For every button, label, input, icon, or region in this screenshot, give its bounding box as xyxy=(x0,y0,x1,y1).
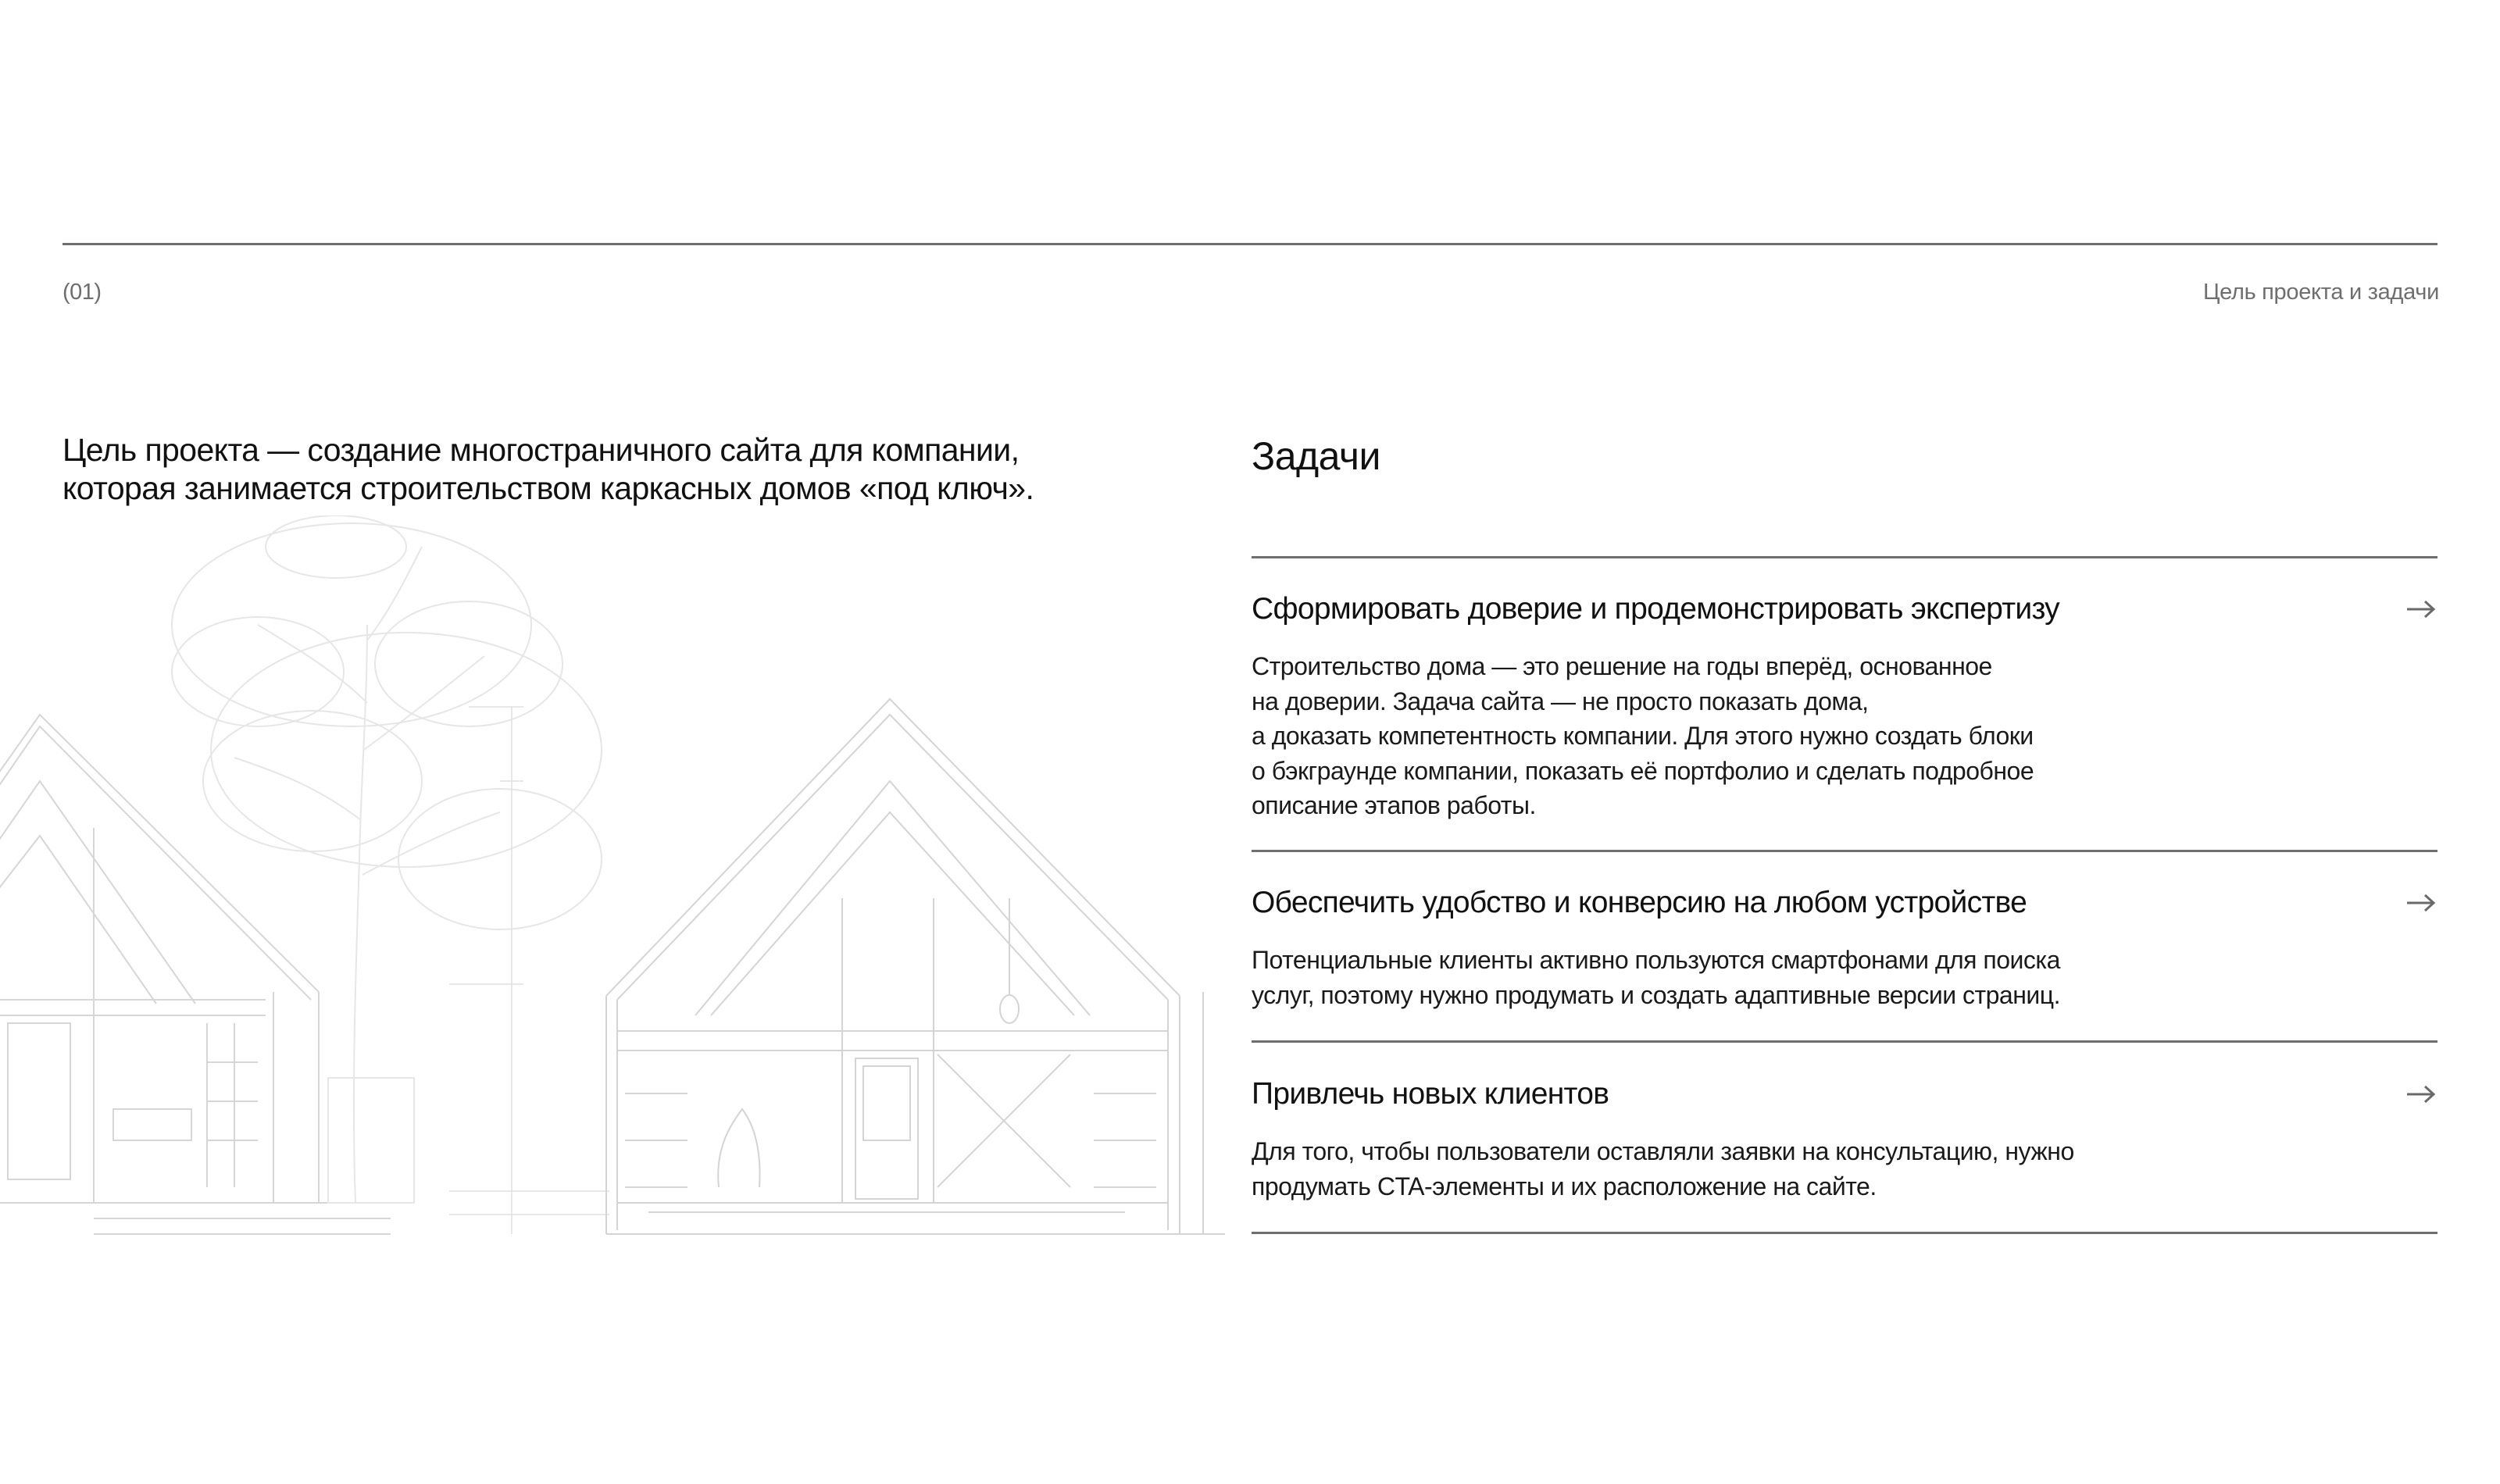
task-description-line: Для того, чтобы пользователи оставляли заявки на консультацию, нужно xyxy=(1252,1137,2074,1165)
task-description-line: на доверии. Задача сайта — не просто показать дома, xyxy=(1252,687,1869,715)
task-description xyxy=(1252,649,2150,823)
left-house-section xyxy=(0,715,414,1234)
task-title: Сформировать доверие и продемонстрировать экспертизу xyxy=(1252,592,2059,626)
right-house-section xyxy=(606,699,1225,1234)
task-description-line: Строительство дома — это решение на годы вперёд, основанное xyxy=(1252,652,1992,680)
task-description-line: Потенциальные клиенты активно пользуются смартфонами для поиска xyxy=(1252,946,2060,974)
task-toggle-usability[interactable] xyxy=(1252,883,2438,922)
task-divider xyxy=(1252,1232,2438,1234)
house-section-drawing xyxy=(0,515,1227,1238)
task-description-line: услуг, поэтому нужно продумать и создать адаптивные версии страниц. xyxy=(1252,980,2060,1009)
task-description-line: а доказать компетентность компании. Для этого нужно создать блоки xyxy=(1252,722,2034,750)
task-title: Обеспечить удобство и конверсию на любом устройстве xyxy=(1252,886,2027,919)
task-title: Привлечь новых клиентов xyxy=(1252,1077,1609,1111)
section-top-divider xyxy=(62,243,2438,245)
project-goal-line: Цель проекта — создание многостраничного сайта для компании, xyxy=(62,432,1020,468)
task-description-line: продумать CTA-элементы и их расположение на сайте. xyxy=(1252,1172,1877,1200)
project-goal-line: которая занимается строительством каркасных домов «под ключ». xyxy=(62,470,1034,506)
project-goal-text xyxy=(62,431,1195,508)
task-divider xyxy=(1252,556,2438,558)
task-description-line: описание этапов работы. xyxy=(1252,791,1536,819)
task-item-clients xyxy=(1252,1075,2438,1200)
task-description xyxy=(1252,943,2150,1012)
arrow-right-icon[interactable] xyxy=(2406,893,2436,913)
task-divider xyxy=(1252,850,2438,852)
arrow-right-icon[interactable] xyxy=(2406,1084,2436,1104)
tasks-heading: Задачи xyxy=(1252,434,1380,478)
dimension-line xyxy=(449,707,609,1234)
task-item-usability xyxy=(1252,883,2438,1009)
arrow-right-icon[interactable] xyxy=(2406,599,2436,619)
section-label: Цель проекта и задачи xyxy=(2202,280,2439,305)
task-toggle-clients[interactable] xyxy=(1252,1075,2438,1114)
task-item-trust xyxy=(1252,590,2438,819)
task-divider xyxy=(1252,1040,2438,1043)
task-description-line: о бэкграунде компании, показать её портфолио и сделать подробное xyxy=(1252,756,2034,785)
task-toggle-trust[interactable] xyxy=(1252,590,2438,629)
section-number: (01) xyxy=(62,280,102,305)
task-description xyxy=(1252,1134,2150,1204)
tree-illustration xyxy=(172,515,602,1203)
